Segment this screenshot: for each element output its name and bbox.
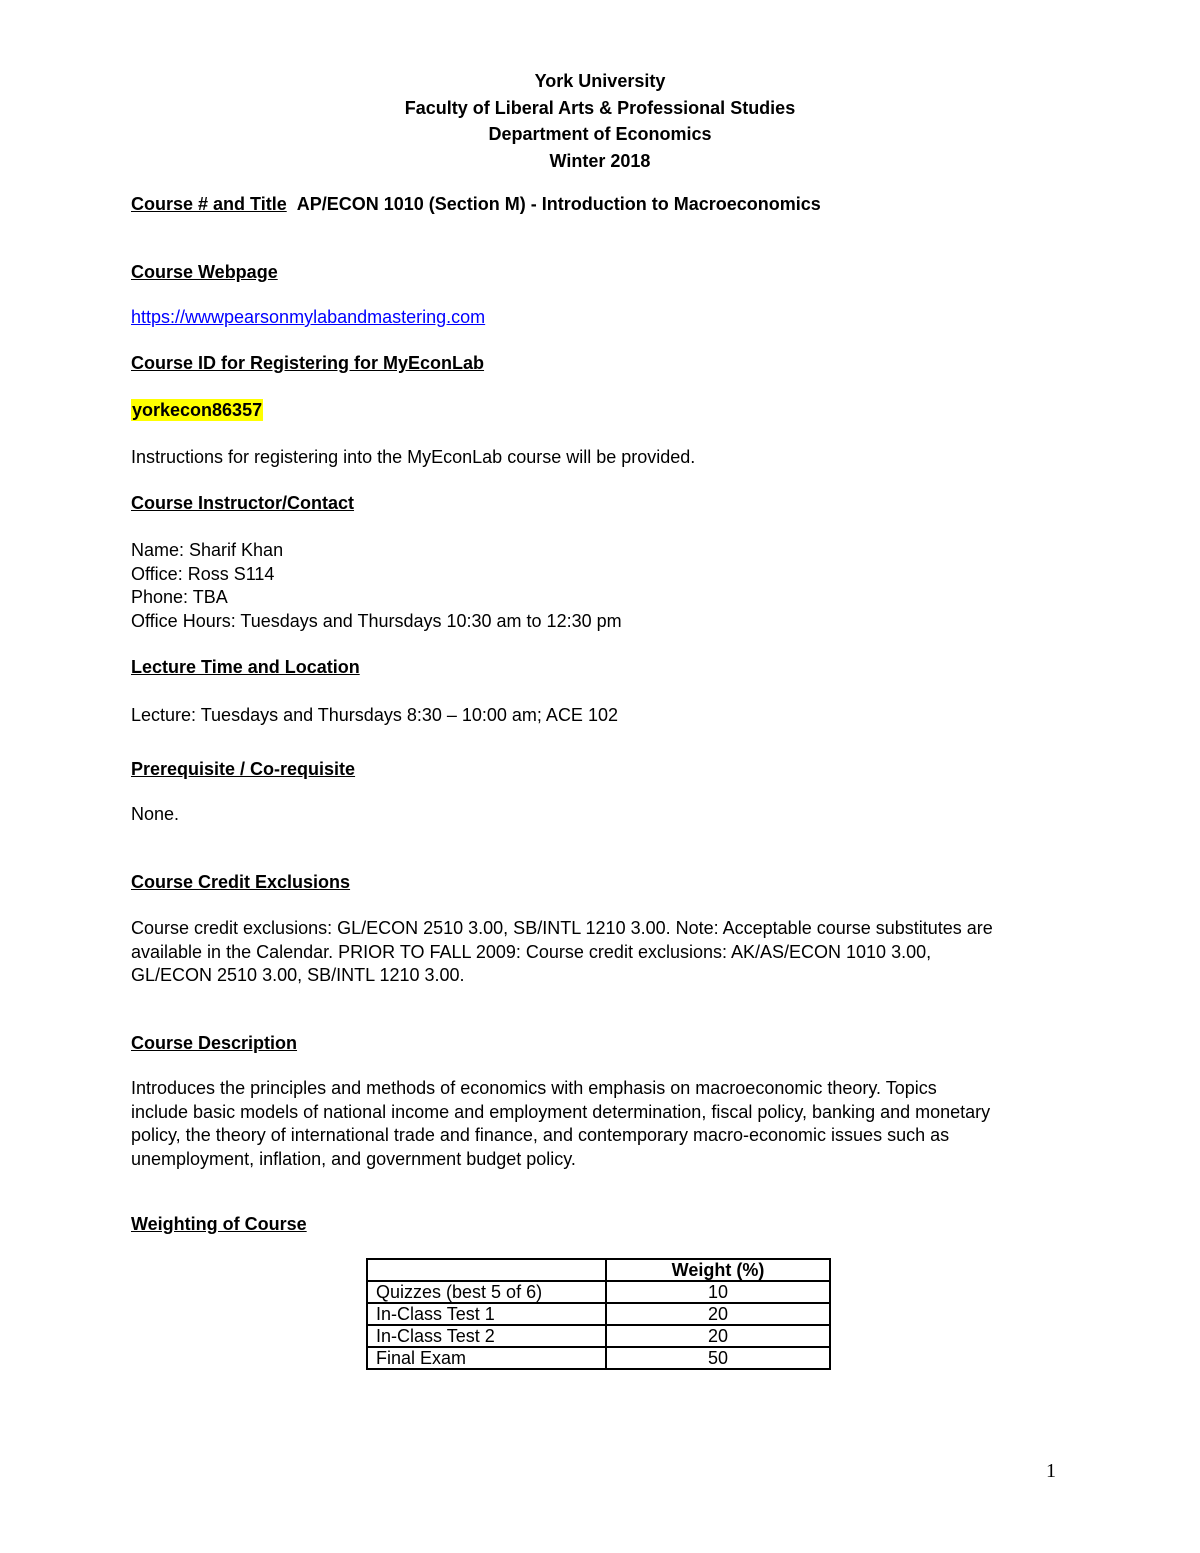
- exclusions-text: [131, 917, 993, 988]
- document-header: [0, 68, 1200, 174]
- table-row: [367, 1325, 830, 1347]
- exclusions-line: Course credit exclusions: GL/ECON 2510 3.00, SB/INTL 1210 3.00. Note: Acceptable course substitutes are: [131, 918, 993, 938]
- description-line: unemployment, inflation, and government budget policy.: [131, 1148, 576, 1169]
- table-row: [367, 1281, 830, 1303]
- weight-column-header: Weight (%): [606, 1259, 830, 1281]
- course-title-line: [131, 193, 821, 217]
- assessment-item: Final Exam: [367, 1347, 606, 1369]
- term: Winter 2018: [549, 150, 651, 171]
- instructor-name: Name: Sharif Khan: [131, 540, 284, 560]
- instructor-heading: Course Instructor/Contact: [131, 493, 355, 513]
- department-name: Department of Economics: [488, 124, 712, 144]
- prerequisite-heading: Prerequisite / Co-requisite: [131, 759, 356, 779]
- weighting-table: [366, 1258, 831, 1370]
- course-title-value: AP/ECON 1010 (Section M) - Introduction to Macroeconomics: [296, 194, 821, 214]
- assessment-item: In-Class Test 2: [367, 1325, 606, 1347]
- description-line: policy, the theory of international trade and finance, and contemporary macro-economic issues such as: [131, 1125, 950, 1145]
- assessment-weight: 20: [606, 1325, 830, 1347]
- table-row: [367, 1347, 830, 1369]
- assessment-weight: 10: [606, 1281, 830, 1303]
- instructor-hours: Office Hours: Tuesdays and Thursdays 10:30 am to 12:30 pm: [131, 610, 622, 631]
- course-id-line: [131, 399, 263, 423]
- description-heading: Course Description: [131, 1033, 298, 1053]
- course-title-label: Course # and Title: [131, 194, 287, 214]
- webpage-link-line: [131, 306, 485, 330]
- assessment-item: Quizzes (best 5 of 6): [367, 1281, 606, 1303]
- exclusions-line: available in the Calendar. PRIOR TO FALL 2009: Course credit exclusions: AK/AS/ECON 1010 3.00,: [131, 941, 932, 962]
- lecture-heading: Lecture Time and Location: [131, 657, 360, 677]
- webpage-heading: Course Webpage: [131, 262, 278, 282]
- course-id-code: yorkecon86357: [132, 400, 263, 420]
- instructor-phone: Phone: TBA: [131, 587, 228, 607]
- page-number: 1: [1046, 1460, 1056, 1482]
- webpage-link[interactable]: https://wwwpearsonmylabandmastering.com: [131, 307, 486, 327]
- description-line: Introduces the principles and methods of economics with emphasis on macroeconomic theory. Topics: [131, 1078, 937, 1098]
- exclusions-line: GL/ECON 2510 3.00, SB/INTL 1210 3.00.: [131, 965, 465, 985]
- instructor-details: [131, 539, 622, 633]
- description-text: [131, 1077, 990, 1171]
- description-line: include basic models of national income and employment determination, fiscal policy, banking and monetary: [131, 1101, 991, 1122]
- course-id-heading: Course ID for Registering for MyEconLab: [131, 353, 485, 373]
- lecture-text: Lecture: Tuesdays and Thursdays 8:30 – 10:00 am; ACE 102: [131, 705, 618, 725]
- faculty-name: Faculty of Liberal Arts & Professional Studies: [404, 97, 796, 118]
- table-header-empty: [367, 1259, 606, 1281]
- university-name: York University: [534, 71, 666, 91]
- assessment-weight: 50: [606, 1347, 830, 1369]
- table-row: [367, 1303, 830, 1325]
- instructor-office: Office: Ross S114: [131, 563, 275, 584]
- weighting-heading: Weighting of Course: [131, 1214, 307, 1234]
- exclusions-heading: Course Credit Exclusions: [131, 872, 351, 892]
- assessment-item: In-Class Test 1: [367, 1303, 606, 1325]
- prerequisite-text: None.: [131, 804, 180, 824]
- registration-instructions: Instructions for registering into the MyEconLab course will be provided.: [131, 447, 696, 467]
- table-header-row: [367, 1259, 830, 1281]
- assessment-weight: 20: [606, 1303, 830, 1325]
